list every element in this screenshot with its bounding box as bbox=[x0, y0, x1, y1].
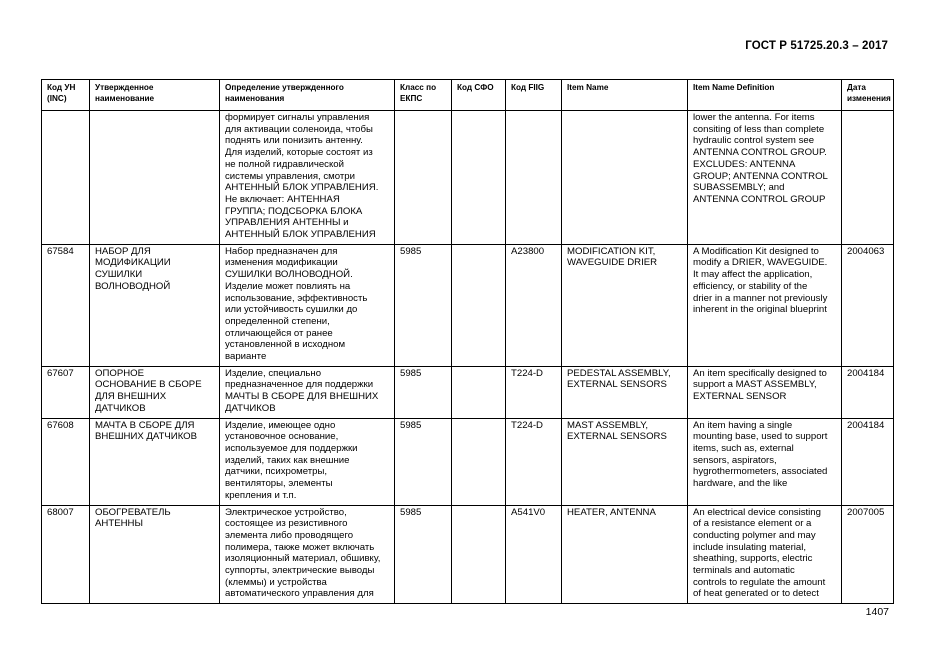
cell-change-date: 2004184 bbox=[842, 366, 894, 418]
cell-item-name: HEATER, ANTENNA bbox=[562, 505, 688, 604]
cell-item-name-definition: An item having a single mounting base, used to support items, such as, external sensors, aspirators, hygrothermometers, associated hardware, and the like bbox=[688, 418, 842, 505]
cell-item-name: MAST ASSEMBLY, EXTERNAL SENSORS bbox=[562, 418, 688, 505]
cell-approved-definition: Набор предназначен для изменения модификации СУШИЛКИ ВОЛНОВОДНОЙ. Изделие может повлиять на использование, эффективность или устойчивость сушилки до определенной степени, отличающейся от ранее установленной в исходном варианте bbox=[220, 244, 395, 366]
cell-fiig-code bbox=[506, 111, 562, 245]
cell-sfo-code bbox=[452, 366, 506, 418]
header-approved-definition: Определение утвержденного наименования bbox=[220, 80, 395, 111]
cell-ekps-class: 5985 bbox=[395, 505, 452, 604]
cell-approved-name: ОБОГРЕВАТЕЛЬ АНТЕННЫ bbox=[90, 505, 220, 604]
cell-change-date bbox=[842, 111, 894, 245]
table-header-row bbox=[42, 80, 894, 111]
header-approved-name: Утвержденное наименование bbox=[90, 80, 220, 111]
cell-sfo-code bbox=[452, 505, 506, 604]
header-inc: Код УН (INC) bbox=[42, 80, 90, 111]
cell-item-name-definition: An item specifically designed to support a MAST ASSEMBLY, EXTERNAL SENSOR bbox=[688, 366, 842, 418]
table-row bbox=[42, 366, 894, 418]
cell-sfo-code bbox=[452, 111, 506, 245]
document-standard-title: ГОСТ Р 51725.20.3 – 2017 bbox=[745, 40, 888, 52]
cell-ekps-class: 5985 bbox=[395, 366, 452, 418]
cell-sfo-code bbox=[452, 244, 506, 366]
item-name-table bbox=[41, 79, 894, 604]
cell-item-name-definition: An electrical device consisting of a resistance element or a conducting polymer and may include insulating material, sheathing, supports, electric terminals and automatic controls to regulate the amount of heat generated or to detect bbox=[688, 505, 842, 604]
cell-fiig-code: T224-D bbox=[506, 418, 562, 505]
cell-inc: 68007 bbox=[42, 505, 90, 604]
cell-change-date: 2007005 bbox=[842, 505, 894, 604]
table-row bbox=[42, 244, 894, 366]
table-row bbox=[42, 505, 894, 604]
cell-approved-definition: Электрическое устройство, состоящее из резистивного элемента либо проводящего полимера, также может включать изоляционный материал, обшивку, суппорты, электрические выводы (клеммы) и устройства автоматического управления для bbox=[220, 505, 395, 604]
cell-approved-definition: формирует сигналы управления для активации соленоида, чтобы поднять или понизить антенну. Для изделий, которые состоят из не полной гидравлической системы управления, смотри АНТЕННЫЙ БЛОК УПРАВЛЕНИЯ. Не включает: АНТЕННАЯ ГРУППА; ПОДСБОРКА БЛОКА УПРАВЛЕНИЯ АНТЕННЫ и АНТЕННЫЙ БЛОК УПРАВЛЕНИЯ bbox=[220, 111, 395, 245]
cell-approved-name bbox=[90, 111, 220, 245]
cell-item-name bbox=[562, 111, 688, 245]
cell-change-date: 2004184 bbox=[842, 418, 894, 505]
cell-ekps-class: 5985 bbox=[395, 418, 452, 505]
cell-approved-name: МАЧТА В СБОРЕ ДЛЯ ВНЕШНИХ ДАТЧИКОВ bbox=[90, 418, 220, 505]
header-item-name-definition: Item Name Definition bbox=[688, 80, 842, 111]
cell-inc bbox=[42, 111, 90, 245]
cell-inc: 67584 bbox=[42, 244, 90, 366]
cell-sfo-code bbox=[452, 418, 506, 505]
cell-approved-name: ОПОРНОЕ ОСНОВАНИЕ В СБОРЕ ДЛЯ ВНЕШНИХ ДАТЧИКОВ bbox=[90, 366, 220, 418]
cell-approved-definition: Изделие, имеющее одно установочное основание, используемое для поддержки изделий, таких как внешние датчики, психрометры, вентиляторы, элементы крепления и т.п. bbox=[220, 418, 395, 505]
cell-approved-definition: Изделие, специально предназначенное для поддержки МАЧТЫ В СБОРЕ ДЛЯ ВНЕШНИХ ДАТЧИКОВ bbox=[220, 366, 395, 418]
cell-approved-name: НАБОР ДЛЯ МОДИФИКАЦИИ СУШИЛКИ ВОЛНОВОДНОЙ bbox=[90, 244, 220, 366]
cell-inc: 67608 bbox=[42, 418, 90, 505]
cell-ekps-class: 5985 bbox=[395, 244, 452, 366]
cell-item-name: MODIFICATION KIT, WAVEGUIDE DRIER bbox=[562, 244, 688, 366]
table-row bbox=[42, 418, 894, 505]
header-ekps-class: Класс по ЕКПС bbox=[395, 80, 452, 111]
cell-item-name: PEDESTAL ASSEMBLY, EXTERNAL SENSORS bbox=[562, 366, 688, 418]
cell-fiig-code: A23800 bbox=[506, 244, 562, 366]
header-change-date: Дата изменения bbox=[842, 80, 894, 111]
cell-item-name-definition: A Modification Kit designed to modify a DRIER, WAVEGUIDE. It may affect the application, efficiency, or stability of the drier in a manner not previously inherent in the original blueprint bbox=[688, 244, 842, 366]
cell-change-date: 2004063 bbox=[842, 244, 894, 366]
table-row bbox=[42, 111, 894, 245]
header-fiig-code: Код FIIG bbox=[506, 80, 562, 111]
header-item-name: Item Name bbox=[562, 80, 688, 111]
page-number: 1407 bbox=[865, 606, 889, 618]
cell-item-name-definition: lower the antenna. For items consiting of less than complete hydraulic control system see ANTENNA CONTROL GROUP. EXCLUDES: ANTENNA GROUP; ANTENNA CONTROL SUBASSEMBLY; and ANTENNA CONTROL GROUP bbox=[688, 111, 842, 245]
cell-fiig-code: T224-D bbox=[506, 366, 562, 418]
cell-ekps-class bbox=[395, 111, 452, 245]
cell-inc: 67607 bbox=[42, 366, 90, 418]
header-sfo-code: Код СФО bbox=[452, 80, 506, 111]
cell-fiig-code: A541V0 bbox=[506, 505, 562, 604]
